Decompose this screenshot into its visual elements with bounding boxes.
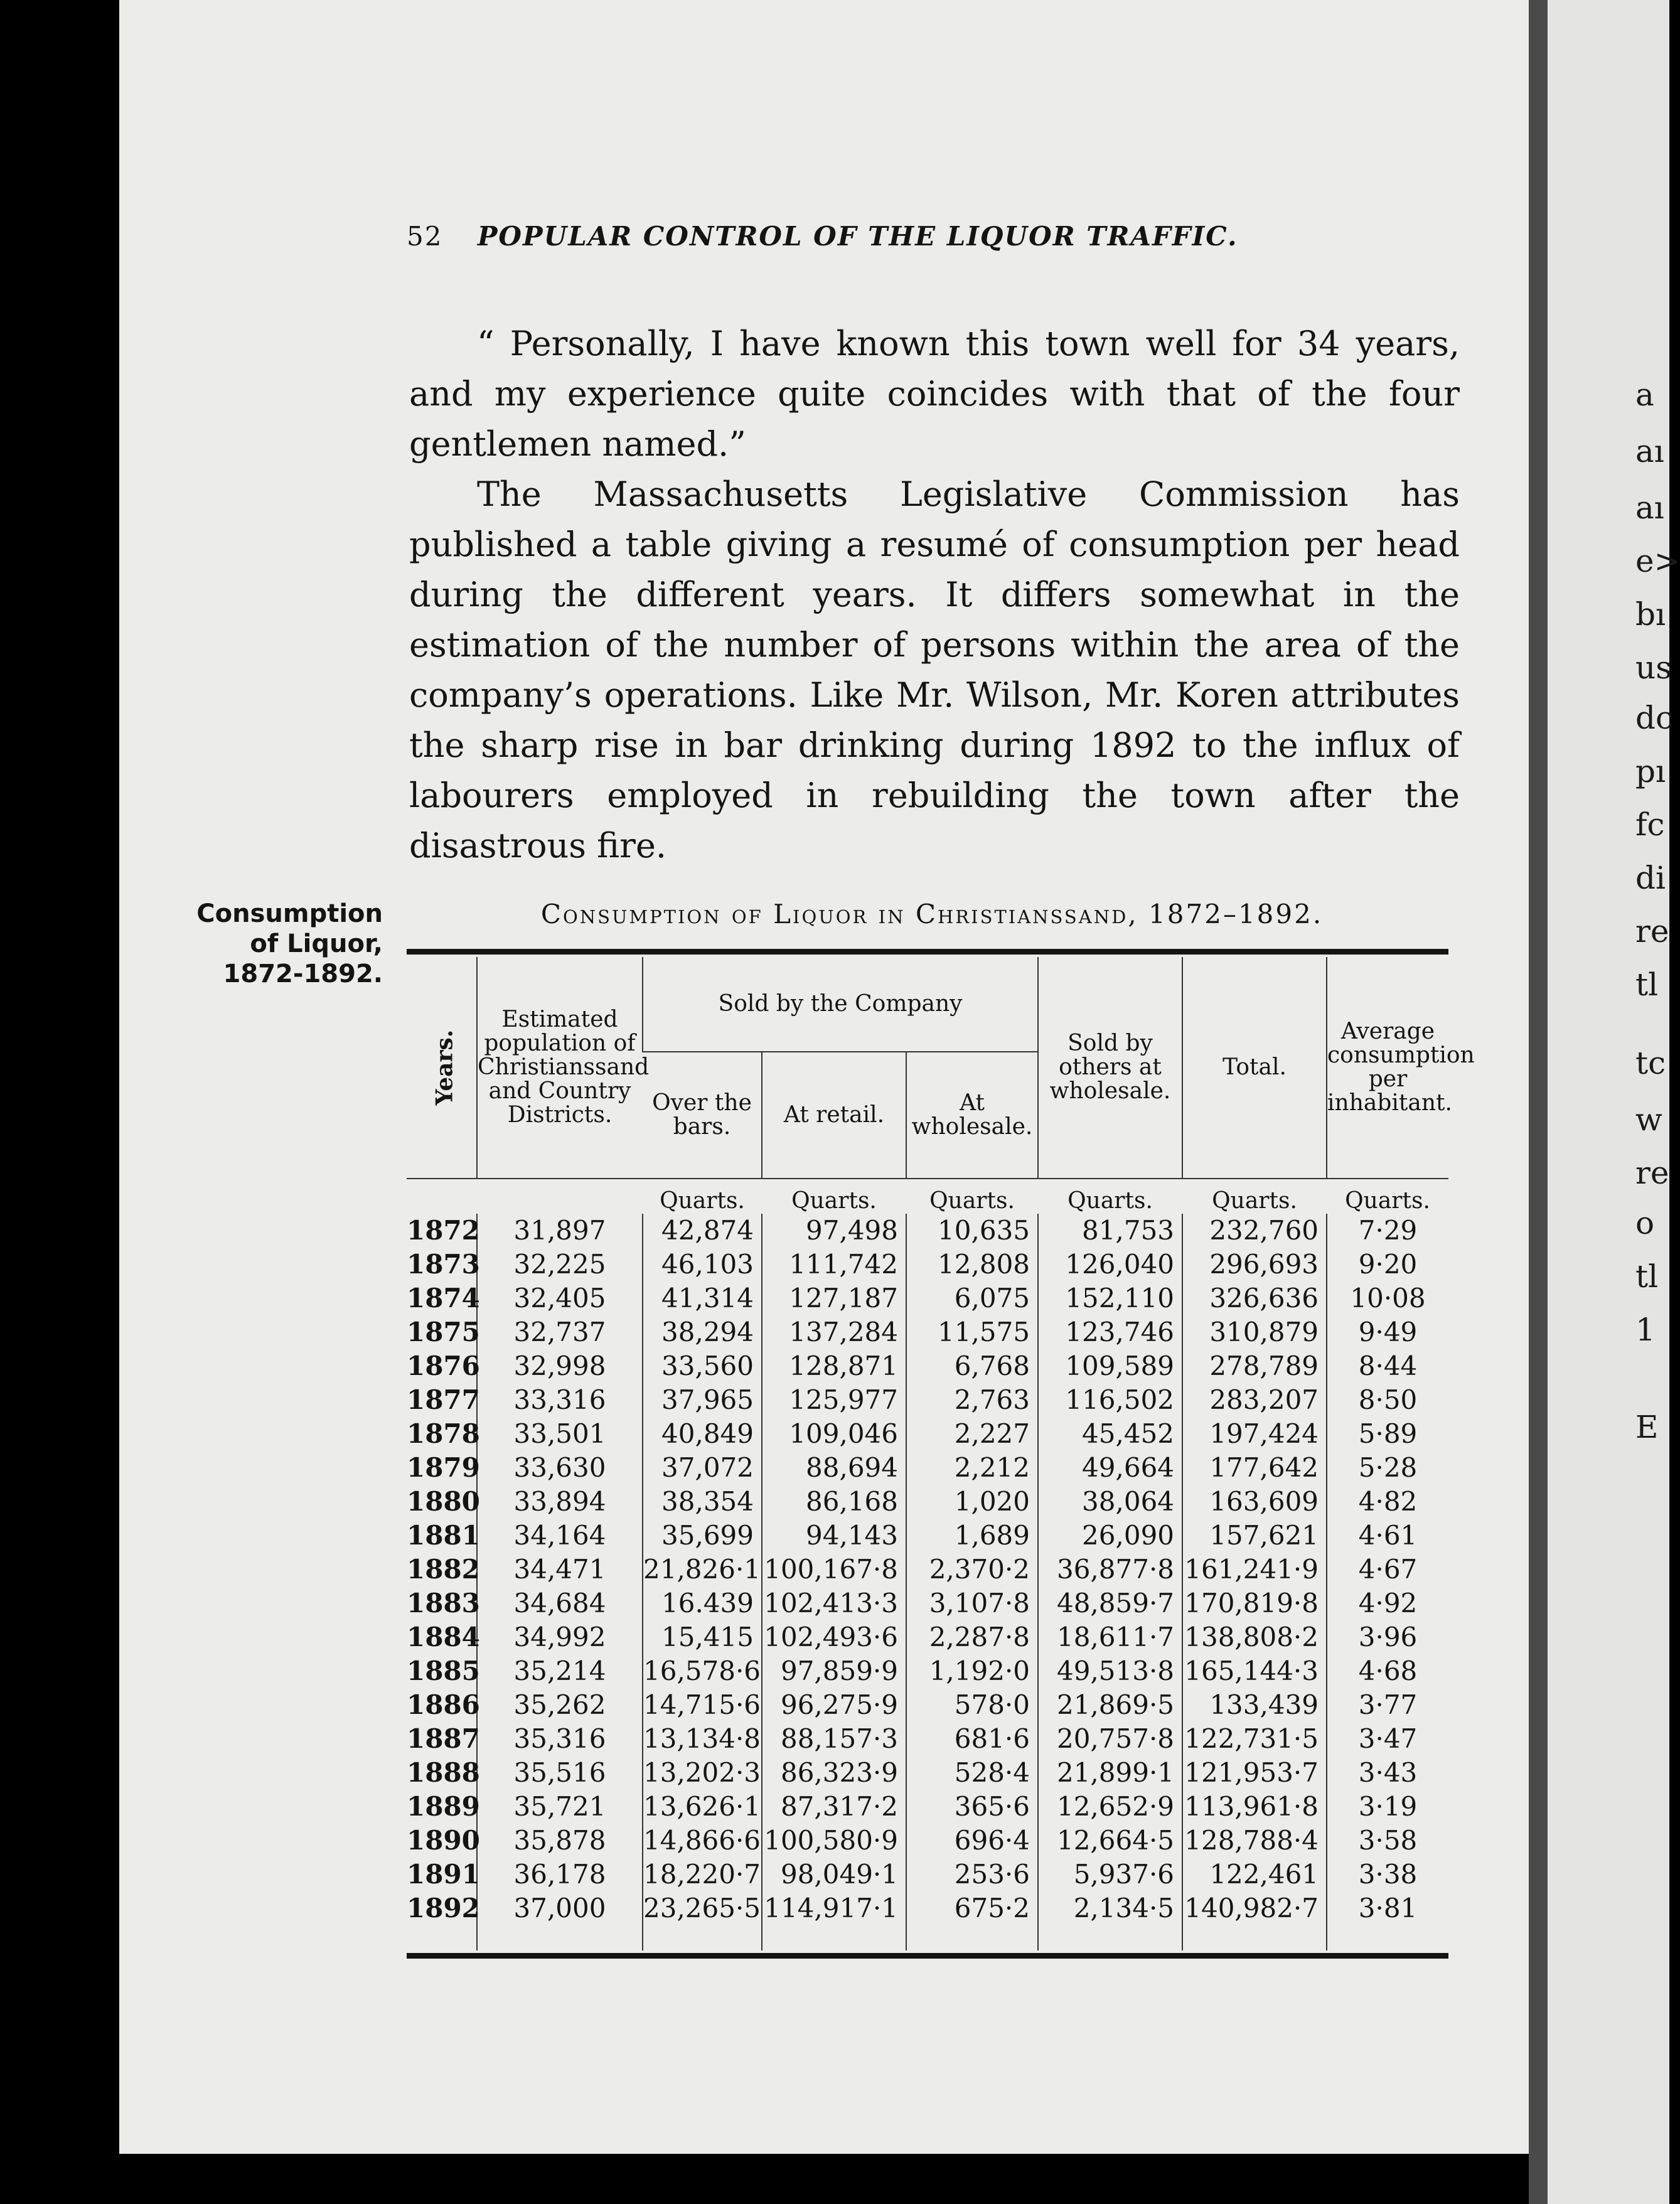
table-row (407, 1349, 1448, 1383)
year-cell: 1876 (407, 1351, 480, 1381)
value-cell: 681·6 (906, 1722, 1038, 1756)
side-note-line: Consumption (196, 899, 383, 928)
value-cell: 2,287·8 (906, 1620, 1038, 1654)
value-cell: 365·6 (906, 1790, 1038, 1824)
table-row (407, 1248, 1448, 1281)
year-cell: 1882 (407, 1554, 480, 1585)
value-cell: 96,275·9 (762, 1688, 906, 1722)
value-cell: 133,439 (1182, 1688, 1327, 1722)
unit-cell: Quarts. (643, 1179, 762, 1214)
value-cell: 128,871 (762, 1349, 906, 1383)
table-row (407, 1891, 1448, 1950)
value-cell: 18,611·7 (1038, 1620, 1182, 1654)
value-cell: 7·29 (1327, 1214, 1448, 1248)
value-cell: 20,757·8 (1038, 1722, 1182, 1756)
value-cell: 326,636 (1182, 1281, 1327, 1315)
value-cell: 40,849 (643, 1417, 762, 1451)
value-cell: 578·0 (906, 1688, 1038, 1722)
value-cell: 113,961·8 (1182, 1790, 1327, 1824)
value-cell: 34,164 (477, 1519, 643, 1553)
adjacent-page-fragment: re (1635, 913, 1669, 950)
value-cell: 4·67 (1327, 1553, 1448, 1586)
table-row (407, 1383, 1448, 1417)
value-cell: 97,498 (762, 1214, 906, 1248)
unit-cell: Quarts. (1038, 1179, 1182, 1214)
side-note (182, 899, 383, 989)
value-cell: 86,168 (762, 1485, 906, 1519)
value-cell: 278,789 (1182, 1349, 1327, 1383)
value-cell: 528·4 (906, 1756, 1038, 1790)
adjacent-page (1548, 0, 1680, 2204)
header-at-wholesale: At wholesale. (906, 1052, 1038, 1179)
value-cell: 9·49 (1327, 1315, 1448, 1349)
value-cell: 123,746 (1038, 1315, 1182, 1349)
adjacent-page-fragment: E (1635, 1409, 1659, 1445)
year-cell: 1880 (407, 1486, 480, 1517)
header-average: Average consumption per inhabitant. (1327, 957, 1448, 1179)
value-cell: 41,314 (643, 1281, 762, 1315)
quote-paragraph: “ Personally, I have known this town well for 34 years, and my experience quite coincides with that of the four gentlemen named.” (409, 324, 1460, 464)
value-cell: 33,630 (477, 1451, 643, 1485)
header-years: Years. (431, 1029, 458, 1105)
value-cell: 696·4 (906, 1824, 1038, 1858)
unit-cell: Quarts. (1327, 1179, 1448, 1214)
value-cell: 3·96 (1327, 1620, 1448, 1654)
year-cell: 1877 (407, 1384, 480, 1415)
value-cell: 18,220·7 (643, 1858, 762, 1891)
table-row (407, 1214, 1448, 1248)
adjacent-page-fragment: re (1635, 1155, 1669, 1191)
header-sold-by-company: Sold by the Company (643, 957, 1038, 1052)
year-cell: 1881 (407, 1520, 480, 1551)
value-cell: 37,000 (477, 1891, 643, 1950)
year-cell: 1884 (407, 1622, 480, 1652)
value-cell: 109,046 (762, 1417, 906, 1451)
table-row (407, 1654, 1448, 1688)
value-cell: 38,294 (643, 1315, 762, 1349)
value-cell: 12,808 (906, 1248, 1038, 1281)
value-cell: 102,493·6 (762, 1620, 906, 1654)
value-cell: 32,998 (477, 1349, 643, 1383)
value-cell: 87,317·2 (762, 1790, 906, 1824)
value-cell: 32,405 (477, 1281, 643, 1315)
value-cell: 13,626·1 (643, 1790, 762, 1824)
value-cell: 3·81 (1327, 1891, 1448, 1950)
year-cell: 1874 (407, 1283, 480, 1313)
value-cell: 21,826·1 (643, 1553, 762, 1586)
running-title: POPULAR CONTROL OF THE LIQUOR TRAFFIC. (477, 221, 1238, 252)
value-cell: 296,693 (1182, 1248, 1327, 1281)
header-over-bars: Over the bars. (643, 1052, 762, 1179)
value-cell: 1,689 (906, 1519, 1038, 1553)
adjacent-page-fragment: e> (1635, 543, 1680, 579)
value-cell: 140,982·7 (1182, 1891, 1327, 1950)
value-cell: 88,157·3 (762, 1722, 906, 1756)
header-at-retail: At retail. (762, 1052, 906, 1179)
adjacent-page-fragment: tl (1635, 1258, 1659, 1295)
table-row (407, 1553, 1448, 1586)
adjacent-page-fragment: pı (1635, 753, 1666, 789)
adjacent-page-fragment: di (1635, 860, 1666, 896)
value-cell: 42,874 (643, 1214, 762, 1248)
year-cell: 1875 (407, 1317, 480, 1347)
year-cell: 1886 (407, 1689, 480, 1720)
table-row (407, 1756, 1448, 1790)
year-cell: 1873 (407, 1249, 480, 1280)
value-cell: 161,241·9 (1182, 1553, 1327, 1586)
value-cell: 100,167·8 (762, 1553, 906, 1586)
value-cell: 38,354 (643, 1485, 762, 1519)
year-cell: 1888 (407, 1757, 480, 1788)
year-cell: 1885 (407, 1656, 480, 1686)
table-row (407, 1281, 1448, 1315)
value-cell: 2,212 (906, 1451, 1038, 1485)
value-cell: 49,664 (1038, 1451, 1182, 1485)
value-cell: 5,937·6 (1038, 1858, 1182, 1891)
value-cell: 165,144·3 (1182, 1654, 1327, 1688)
side-note-line: of Liquor, (250, 929, 383, 958)
header-population: Estimated population of Christianssand and Country Districts. (477, 957, 643, 1179)
value-cell: 122,461 (1182, 1858, 1327, 1891)
unit-cell (477, 1179, 643, 1214)
value-cell: 46,103 (643, 1248, 762, 1281)
year-cell: 1890 (407, 1825, 480, 1856)
value-cell: 3·43 (1327, 1756, 1448, 1790)
value-cell: 3·58 (1327, 1824, 1448, 1858)
value-cell: 675·2 (906, 1891, 1038, 1950)
value-cell: 16.439 (643, 1586, 762, 1620)
value-cell: 35,262 (477, 1688, 643, 1722)
value-cell: 4·82 (1327, 1485, 1448, 1519)
adjacent-page-fragment: bı (1635, 596, 1666, 633)
table-row (407, 1688, 1448, 1722)
value-cell: 310,879 (1182, 1315, 1327, 1349)
table-row (407, 1586, 1448, 1620)
value-cell: 34,992 (477, 1620, 643, 1654)
table-row (407, 1790, 1448, 1824)
adjacent-page-fragment: us (1635, 650, 1672, 686)
value-cell: 122,731·5 (1182, 1722, 1327, 1756)
value-cell: 12,664·5 (1038, 1824, 1182, 1858)
year-cell: 1879 (407, 1452, 480, 1483)
value-cell: 45,452 (1038, 1417, 1182, 1451)
adjacent-page-fragment: fc (1635, 806, 1665, 843)
value-cell: 1,192·0 (906, 1654, 1038, 1688)
value-cell: 3·77 (1327, 1688, 1448, 1722)
table-row (407, 1451, 1448, 1485)
value-cell: 32,225 (477, 1248, 643, 1281)
value-cell: 11,575 (906, 1315, 1038, 1349)
unit-cell: Quarts. (762, 1179, 906, 1214)
value-cell: 8·50 (1327, 1383, 1448, 1417)
adjacent-page-fragment: a (1635, 377, 1654, 413)
value-cell: 116,502 (1038, 1383, 1182, 1417)
value-cell: 97,859·9 (762, 1654, 906, 1688)
value-cell: 81,753 (1038, 1214, 1182, 1248)
adjacent-page-fragment: 1 (1635, 1312, 1656, 1348)
value-cell: 21,869·5 (1038, 1688, 1182, 1722)
value-cell: 13,202·3 (643, 1756, 762, 1790)
value-cell: 14,866·6 (643, 1824, 762, 1858)
year-cell: 1887 (407, 1723, 480, 1754)
value-cell: 14,715·6 (643, 1688, 762, 1722)
adjacent-page-fragment: o (1635, 1205, 1655, 1241)
value-cell: 3·47 (1327, 1722, 1448, 1756)
value-cell: 127,187 (762, 1281, 906, 1315)
value-cell: 21,899·1 (1038, 1756, 1182, 1790)
value-cell: 138,808·2 (1182, 1620, 1327, 1654)
value-cell: 232,760 (1182, 1214, 1327, 1248)
value-cell: 48,859·7 (1038, 1586, 1182, 1620)
value-cell: 5·89 (1327, 1417, 1448, 1451)
table-row (407, 1824, 1448, 1858)
table-row (407, 1858, 1448, 1891)
value-cell: 170,819·8 (1182, 1586, 1327, 1620)
value-cell: 4·68 (1327, 1654, 1448, 1688)
value-cell: 2,763 (906, 1383, 1038, 1417)
year-cell: 1889 (407, 1791, 480, 1822)
value-cell: 94,143 (762, 1519, 906, 1553)
value-cell: 109,589 (1038, 1349, 1182, 1383)
year-cell: 1892 (407, 1893, 480, 1923)
table-row (407, 1722, 1448, 1756)
unit-cell: Quarts. (906, 1179, 1038, 1214)
table-row (407, 1485, 1448, 1519)
value-cell: 4·92 (1327, 1586, 1448, 1620)
value-cell: 16,578·6 (643, 1654, 762, 1688)
unit-cell (407, 1179, 477, 1214)
header-total: Total. (1182, 957, 1327, 1179)
value-cell: 4·61 (1327, 1519, 1448, 1553)
value-cell: 152,110 (1038, 1281, 1182, 1315)
value-cell: 33,316 (477, 1383, 643, 1417)
value-cell: 35,699 (643, 1519, 762, 1553)
side-note-line: 1872-1892. (223, 960, 383, 988)
value-cell: 197,424 (1182, 1417, 1327, 1451)
value-cell: 100,580·9 (762, 1824, 906, 1858)
table-row (407, 1417, 1448, 1451)
value-cell: 126,040 (1038, 1248, 1182, 1281)
value-cell: 2,370·2 (906, 1553, 1038, 1586)
table-caption: Consumption of Liquor in Christianssand, 1872–1892. (540, 899, 1324, 929)
value-cell: 35,516 (477, 1756, 643, 1790)
value-cell: 26,090 (1038, 1519, 1182, 1553)
value-cell: 102,413·3 (762, 1586, 906, 1620)
value-cell: 33,560 (643, 1349, 762, 1383)
value-cell: 163,609 (1182, 1485, 1327, 1519)
year-cell: 1878 (407, 1418, 480, 1449)
value-cell: 36,178 (477, 1858, 643, 1891)
header-sold-by-others: Sold by others at wholesale. (1038, 957, 1182, 1179)
value-cell: 3·38 (1327, 1858, 1448, 1891)
value-cell: 10,635 (906, 1214, 1038, 1248)
value-cell: 88,694 (762, 1451, 906, 1485)
value-cell: 34,684 (477, 1586, 643, 1620)
value-cell: 38,064 (1038, 1485, 1182, 1519)
value-cell: 23,265·5 (643, 1891, 762, 1950)
value-cell: 114,917·1 (762, 1891, 906, 1950)
value-cell: 35,878 (477, 1824, 643, 1858)
value-cell: 253·6 (906, 1858, 1038, 1891)
year-cell: 1883 (407, 1588, 480, 1618)
adjacent-page-fragment: aı (1635, 433, 1664, 469)
table-row (407, 1519, 1448, 1553)
year-cell: 1891 (407, 1859, 480, 1890)
value-cell: 13,134·8 (643, 1722, 762, 1756)
value-cell: 15,415 (643, 1620, 762, 1654)
value-cell: 35,316 (477, 1722, 643, 1756)
book-spine (1529, 0, 1548, 2204)
value-cell: 35,721 (477, 1790, 643, 1824)
value-cell: 98,049·1 (762, 1858, 906, 1891)
adjacent-page-fragment: aı (1635, 489, 1664, 526)
value-cell: 49,513·8 (1038, 1654, 1182, 1688)
adjacent-page-fragment: tl (1635, 966, 1659, 1003)
adjacent-page-fragment: dc (1635, 700, 1674, 736)
value-cell: 2,134·5 (1038, 1891, 1182, 1950)
value-cell: 37,965 (643, 1383, 762, 1417)
table-top-rule (407, 949, 1448, 955)
value-cell: 3·19 (1327, 1790, 1448, 1824)
value-cell: 37,072 (643, 1451, 762, 1485)
value-cell: 33,501 (477, 1417, 643, 1451)
value-cell: 177,642 (1182, 1451, 1327, 1485)
value-cell: 2,227 (906, 1417, 1038, 1451)
table-row (407, 1620, 1448, 1654)
value-cell: 31,897 (477, 1214, 643, 1248)
value-cell: 111,742 (762, 1248, 906, 1281)
page-number: 52 (407, 221, 443, 252)
value-cell: 6,075 (906, 1281, 1038, 1315)
consumption-table (407, 957, 1475, 1950)
table-row (407, 1315, 1448, 1349)
value-cell: 1,020 (906, 1485, 1038, 1519)
value-cell: 121,953·7 (1182, 1756, 1327, 1790)
value-cell: 283,207 (1182, 1383, 1327, 1417)
value-cell: 3,107·8 (906, 1586, 1038, 1620)
value-cell: 6,768 (906, 1349, 1038, 1383)
value-cell: 34,471 (477, 1553, 643, 1586)
year-cell: 1872 (407, 1215, 480, 1246)
value-cell: 137,284 (762, 1315, 906, 1349)
value-cell: 86,323·9 (762, 1756, 906, 1790)
value-cell: 12,652·9 (1038, 1790, 1182, 1824)
adjacent-page-fragment: w (1635, 1101, 1662, 1138)
value-cell: 36,877·8 (1038, 1553, 1182, 1586)
value-cell: 125,977 (762, 1383, 906, 1417)
value-cell: 32,737 (477, 1315, 643, 1349)
value-cell: 5·28 (1327, 1451, 1448, 1485)
unit-cell: Quarts. (1182, 1179, 1327, 1214)
value-cell: 157,621 (1182, 1519, 1327, 1553)
value-cell: 33,894 (477, 1485, 643, 1519)
value-cell: 9·20 (1327, 1248, 1448, 1281)
value-cell: 128,788·4 (1182, 1824, 1327, 1858)
running-head (407, 221, 1238, 252)
body-paragraph: The Massachusetts Legislative Commission has published a table giving a resumé of consumption per head during the different years. It differs somewhat in the estimation of the number of persons within the area of the company’s operations. Like Mr. Wilson, Mr. Koren attributes the sharp rise in bar drinking during 1892 to the influx of labourers employed in rebuilding the town after the disastrous fire. (409, 474, 1460, 865)
table-bottom-rule (407, 1953, 1448, 1959)
value-cell: 35,214 (477, 1654, 643, 1688)
value-cell: 10·08 (1327, 1281, 1448, 1315)
adjacent-page-fragment: tc (1635, 1045, 1666, 1081)
value-cell: 8·44 (1327, 1349, 1448, 1383)
